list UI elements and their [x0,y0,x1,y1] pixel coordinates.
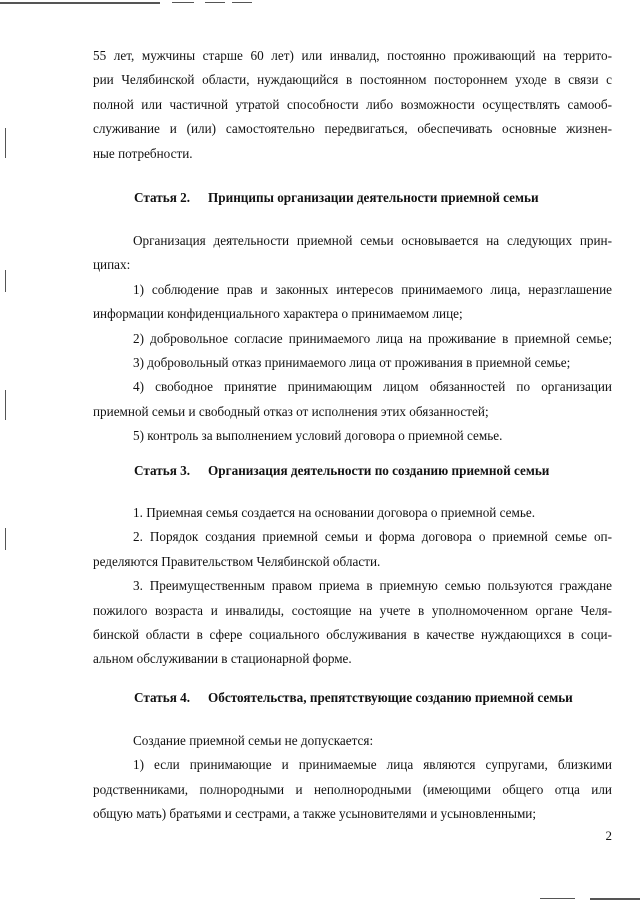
text-line: 1) если принимающие и принимаемые лица являются супругами, близкими [133,757,612,773]
text-line: 3. Преимущественным правом приема в приемную семью пользуются граждане [133,578,612,594]
scan-margin-mark [5,128,6,158]
text-line: 2) добровольное согласие принимаемого лица на проживание в приемной семье; [133,330,612,346]
scan-margin-mark [5,390,6,420]
article-3-body [93,501,612,672]
text-line: пожилого возраста и инвалиды, состоящие на учете в уполномоченном органе Челя- [93,602,612,618]
text-line: родственниками, полнородными и неполнородными (имеющими общего отца или [93,781,612,797]
article-title: Организация деятельности по созданию приемной семьи [208,463,550,478]
scan-margin-mark [5,528,6,550]
text-line: 1) соблюдение прав и законных интересов принимаемого лица, неразглашение [133,281,612,297]
scan-edge-mark [590,898,640,900]
text-line: Создание приемной семьи не допускается: [133,733,374,748]
article-4-body [93,729,612,827]
article-3-heading [134,463,549,479]
article-title: Принципы организации деятельности приемной семьи [208,190,539,205]
article-2-heading [134,190,539,206]
text-line: ципах: [93,257,131,273]
text-line: 1. Приемная семья создается на основании договора о приемной семье. [133,505,536,520]
text-line: ные потребности. [93,145,193,161]
text-line: бинской области в сфере социального обслуживания в качестве нуждающихся в соци- [93,627,612,643]
scan-edge-mark [172,2,194,3]
text-line: 5) контроль за выполнением условий договора о приемной семье. [133,428,503,444]
page-number: 2 [605,828,612,843]
article-number: Статья 4. [134,690,191,705]
text-line: рии Челябинской области, нуждающийся в постоянном постороннем уходе в связи с [93,72,612,88]
text-line: Организация деятельности приемной семьи основывается на следующих прин- [133,233,612,248]
text-line: служивание и (или) самостоятельно передвигаться, обеспечивать основные жизнен- [93,121,612,137]
intro-paragraph [93,44,612,166]
text-line: ределяются Правительством Челябинской области. [93,553,381,569]
scan-edge-line [0,2,160,4]
text-line: информации конфиденциального характера о принимаемом лице; [93,306,463,322]
scan-edge-mark [205,2,225,3]
text-line: 3) добровольный отказ принимаемого лица от проживания в приемной семье; [133,355,571,371]
text-line: 4) свободное принятие принимающим лицом обязанностей по организации [133,379,612,395]
article-2-body [93,229,612,449]
scan-margin-mark [5,270,6,292]
text-line: альном обслуживании в стационарной форме. [93,651,352,667]
text-line: 2. Порядок создания приемной семьи и форма договора о приемной семье оп- [133,529,612,545]
text-line: приемной семьи и свободный отказ от исполнения этих обязанностей; [93,403,489,419]
article-title: Обстоятельства, препятствующие созданию приемной семьи [208,690,573,705]
text-line: полной или частичной утратой способности либо возможности осуществлять самооб- [93,96,612,112]
article-number: Статья 3. [134,463,191,478]
text-line: общую мать) братьями и сестрами, а также усыновителями и усыновленными; [93,806,537,822]
article-4-heading [134,690,573,706]
scan-edge-mark [232,2,252,3]
article-number: Статья 2. [134,190,191,205]
text-line: 55 лет, мужчины старше 60 лет) или инвалид, постоянно проживающий на террито- [93,48,612,63]
scan-edge-mark [540,898,575,899]
